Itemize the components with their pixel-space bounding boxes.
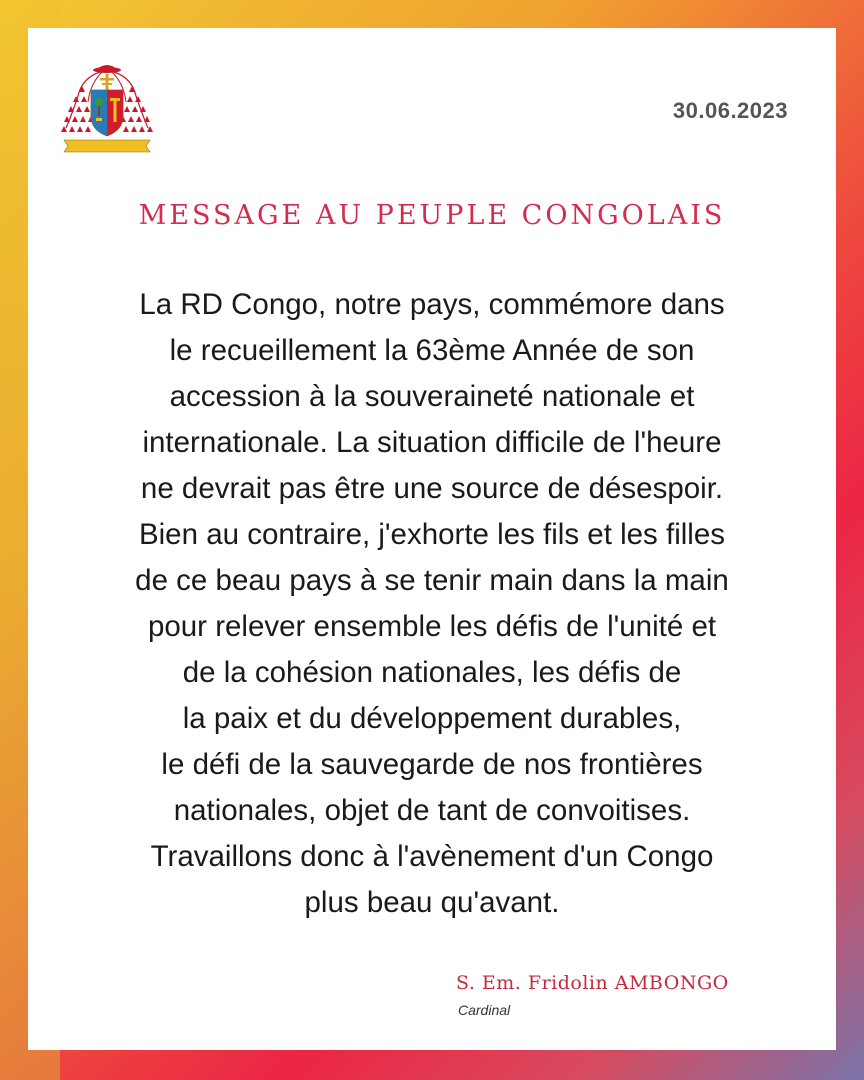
message-title: MESSAGE AU PEUPLE CONGOLAIS — [138, 200, 726, 231]
message-line: de ce beau pays à se tenir main dans la main — [135, 564, 729, 597]
cardinal-coat-of-arms-icon — [60, 62, 154, 154]
message-line: Bien au contraire, j'exhorte les fils et les filles — [138, 518, 726, 551]
message-line: internationale. La situation difficile de l'heure — [142, 426, 722, 459]
message-line: plus beau qu'avant. — [304, 886, 560, 919]
message-line: accession à la souveraineté nationale et — [169, 380, 695, 413]
message-line: La RD Congo, notre pays, commémore dans — [139, 288, 725, 321]
message-card — [28, 28, 836, 1050]
message-line: de la cohésion nationales, les défis de — [182, 656, 682, 689]
message-line: le défi de la sauvegarde de nos frontières — [161, 748, 703, 781]
message-line: Travaillons donc à l'avènement d'un Congo — [150, 840, 714, 873]
message-line: ne devrait pas être une source de désespoir. — [140, 472, 724, 505]
signature-name: S. Em. Fridolin AMBONGO — [456, 972, 729, 994]
message-line: le recueillement la 63ème Année de son — [169, 334, 695, 367]
message-line: la paix et du développement durables, — [182, 702, 682, 735]
message-body — [48, 282, 816, 926]
signature-role: Cardinal — [458, 1002, 511, 1018]
message-date: 30.06.2023 — [672, 98, 788, 123]
message-line: pour relever ensemble les défis de l'unité et — [147, 610, 717, 643]
message-line: nationales, objet de tant de convoitises. — [173, 794, 691, 827]
